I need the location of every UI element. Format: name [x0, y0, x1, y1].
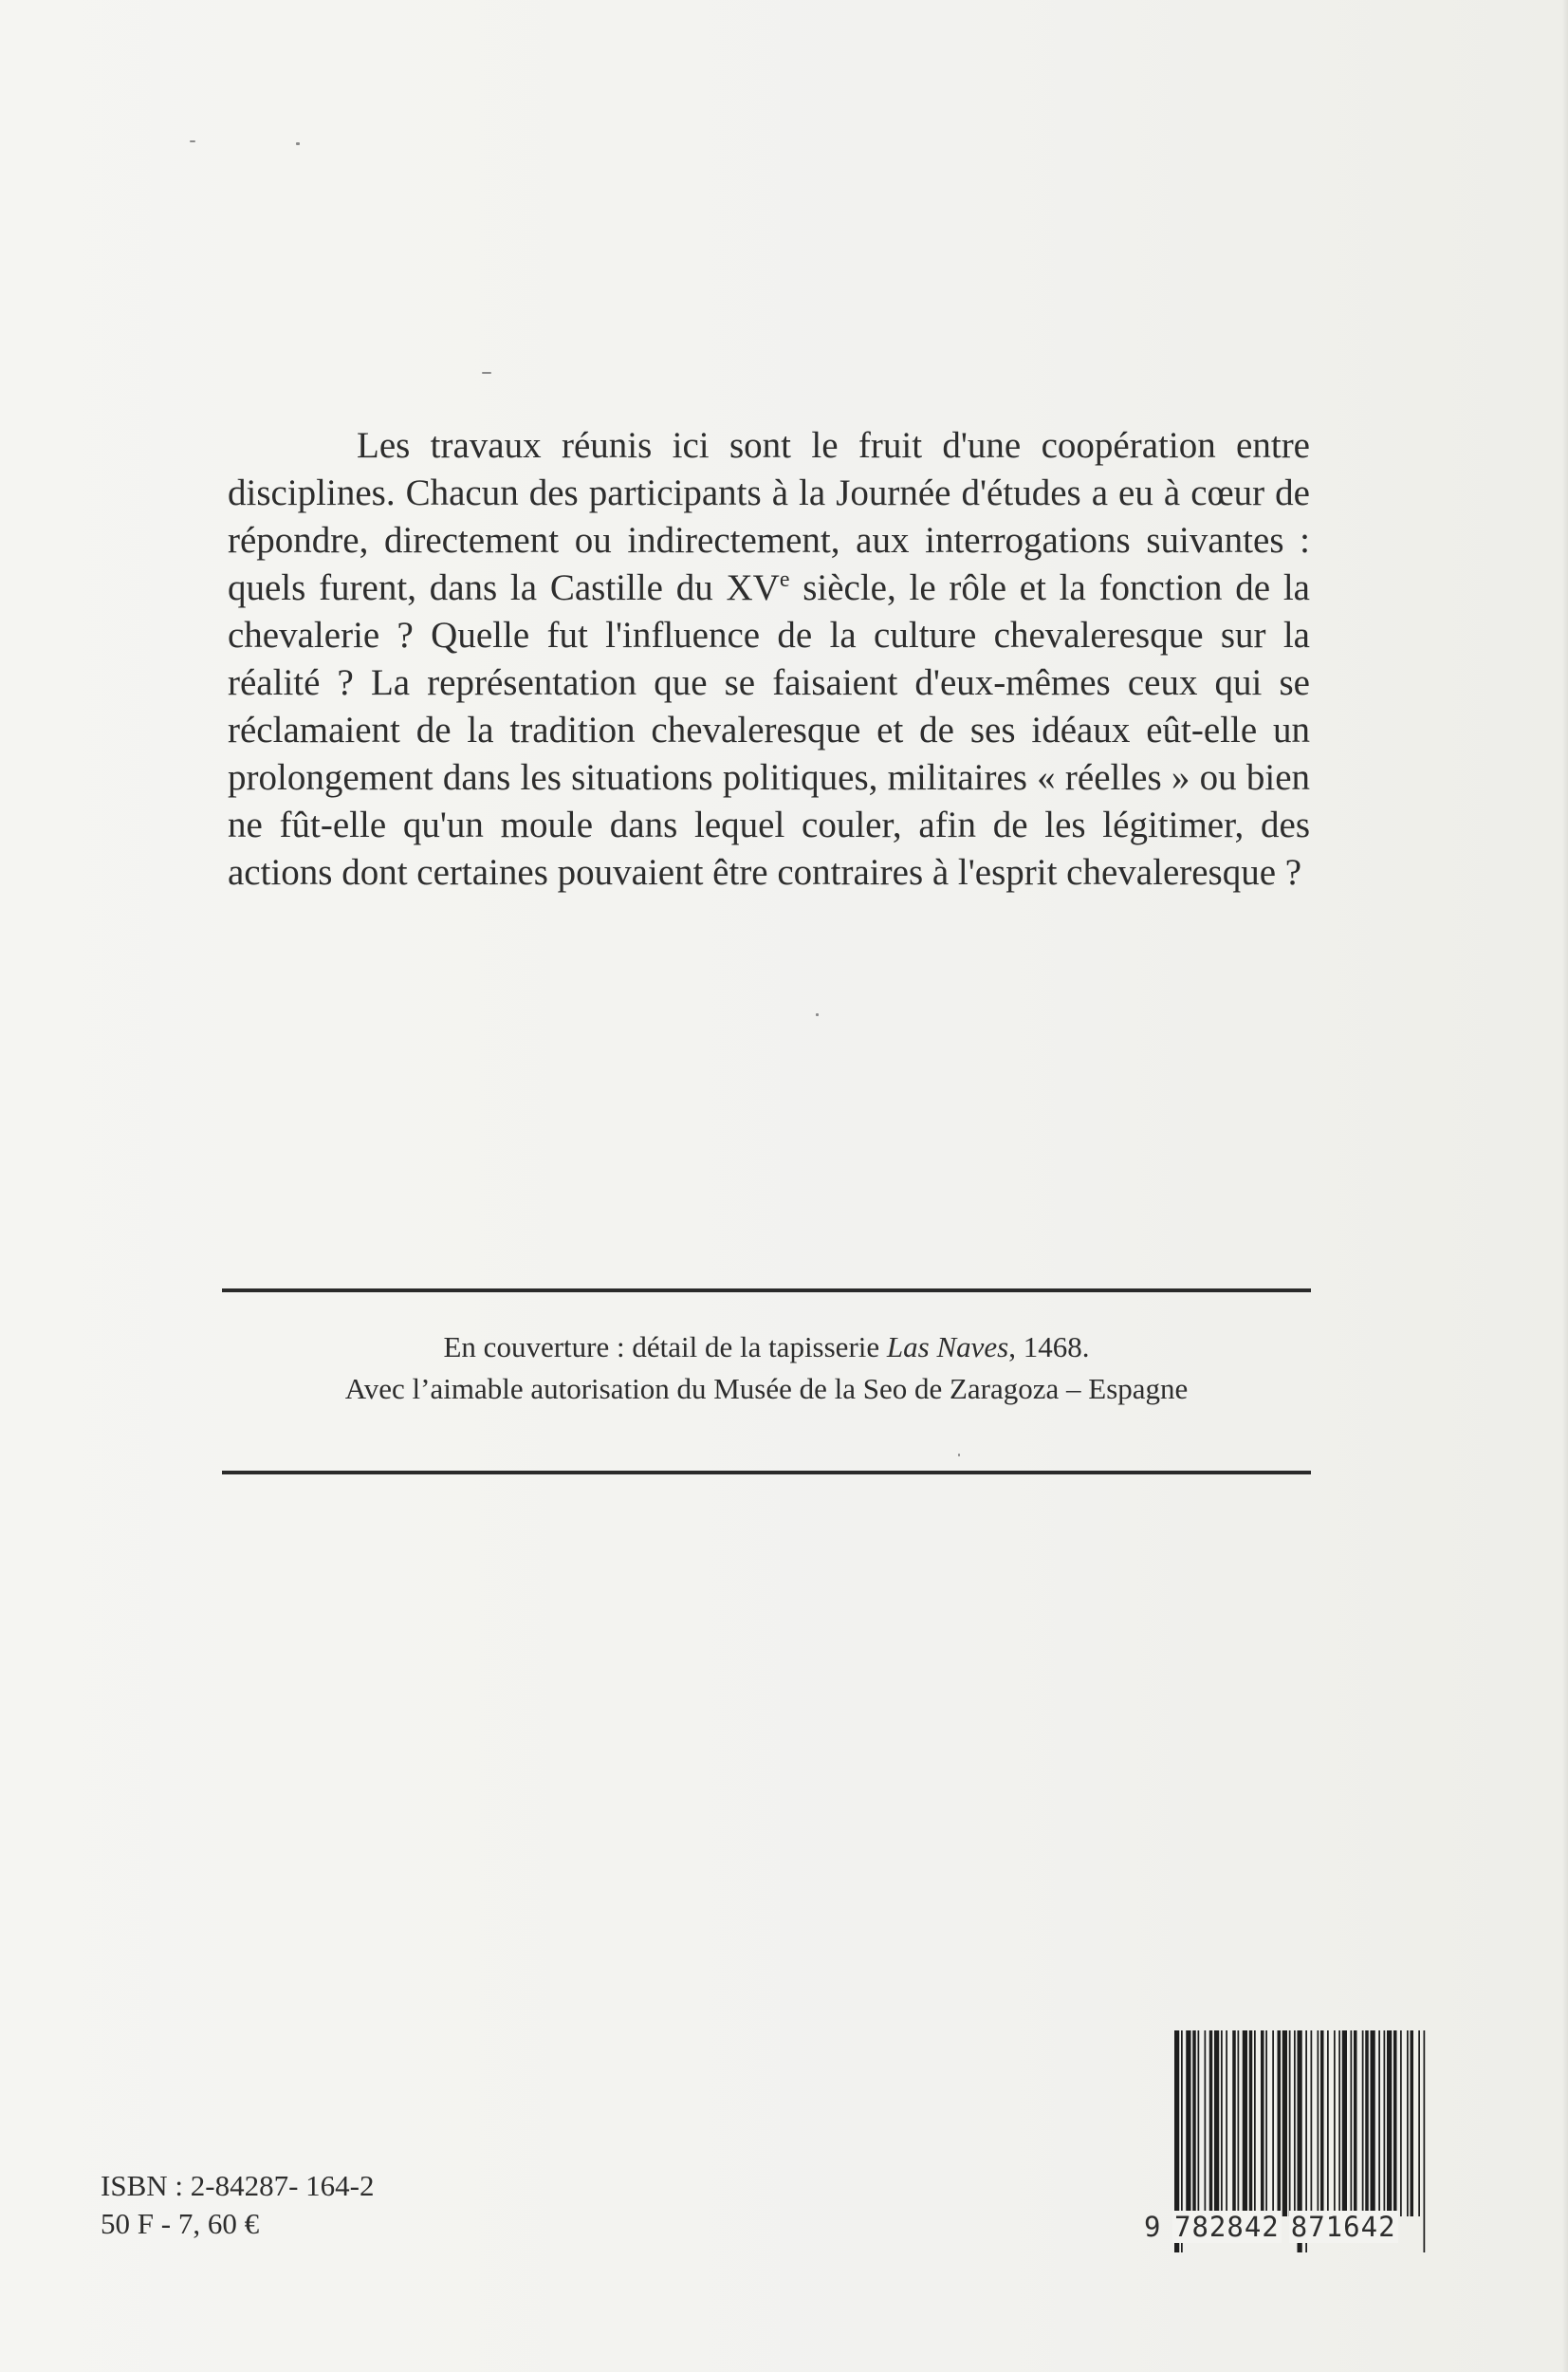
- barcode-group-left: 782842: [1174, 2211, 1280, 2243]
- barcode-bar: [1278, 2030, 1282, 2216]
- barcode-bar: [1354, 2030, 1357, 2216]
- barcode-bar: [1318, 2030, 1319, 2216]
- barcode-bar: [1400, 2030, 1402, 2216]
- barcode-bar: [1362, 2030, 1364, 2216]
- paper-speck: [958, 1454, 960, 1456]
- page-edge-shadow: [1562, 0, 1568, 2372]
- barcode-bar: [1407, 2030, 1409, 2216]
- cover-credit-date: , 1468.: [1008, 1330, 1090, 1363]
- barcode-bar: [1232, 2030, 1236, 2216]
- barcode-bar: [1338, 2030, 1340, 2216]
- barcode-bar: [1327, 2030, 1329, 2216]
- credit-rule-top: [222, 1288, 1311, 1292]
- barcode-bar: [1249, 2030, 1253, 2216]
- barcode-bar: [1226, 2030, 1227, 2216]
- barcode-bar: [1351, 2030, 1353, 2216]
- barcode-bar: [1418, 2030, 1420, 2216]
- barcode-group-right: 871642: [1290, 2211, 1396, 2243]
- paper-speck: [296, 142, 300, 145]
- barcode-bar: [1384, 2030, 1386, 2216]
- barcode-bar: [1192, 2030, 1196, 2216]
- barcode-bar: [1254, 2030, 1256, 2216]
- barcode-bar: [1411, 2030, 1414, 2216]
- barcode-bar: [1214, 2030, 1219, 2216]
- barcode-bar: [1320, 2030, 1324, 2216]
- isbn-text: ISBN : 2-84287- 164-2: [101, 2169, 375, 2202]
- cover-credit: [222, 1326, 1311, 1410]
- barcode-bar: [1265, 2030, 1267, 2216]
- isbn-price-block: [101, 2167, 374, 2243]
- cover-credit-line-1: [222, 1326, 1311, 1368]
- barcode-bar: [1205, 2030, 1207, 2216]
- barcode-bar: [1294, 2030, 1296, 2216]
- paper-speck: [482, 372, 491, 374]
- blurb-text-part1: Les travaux réunis ici sont le fruit d'une coopération entre disciplines. Chacun des participants à la Journée d'études a eu à cœur de répondre, directement ou indirectement, aux interrogations suivantes : quels furent, dans la Castille du XV: [228, 425, 1310, 608]
- barcode-bar: [1387, 2030, 1392, 2216]
- barcode-bar: [1243, 2030, 1247, 2216]
- barcode-bar: [1186, 2030, 1190, 2216]
- credit-rule-bottom: [222, 1471, 1311, 1474]
- barcode-bar: [1238, 2030, 1240, 2216]
- barcode-bar: [1378, 2030, 1380, 2216]
- barcode-bar: [1261, 2030, 1264, 2216]
- paper-speck: [816, 1013, 819, 1016]
- barcode-bar: [1209, 2030, 1213, 2216]
- barcode-bar: [1342, 2030, 1347, 2216]
- barcode-bar: [1334, 2030, 1336, 2216]
- barcode-bar: [1311, 2030, 1313, 2216]
- barcode-bar: [1371, 2030, 1375, 2216]
- barcode-bar: [1198, 2030, 1200, 2216]
- barcode-bar: [1221, 2030, 1223, 2216]
- barcode-bar: [1282, 2030, 1287, 2216]
- blurb-text-part2: siècle, le rôle et la fonction de la chevalerie ? Quelle fut l'influence de la culture chevaleresque sur la réalité ? La représentation que se faisaient d'eux-mêmes ceux qui se réclamaient de la tradition chevaleresque et de ses idéaux eût-elle un prolongement dans les situations politiques, militaires « réelles » ou bien ne fût-elle qu'un moule dans lequel couler, afin de les légitimer, des actions dont certaines pouvaient être contraires à l'esprit chevaleresque ?: [228, 567, 1310, 893]
- tapestry-title: Las Naves: [886, 1330, 1009, 1363]
- barcode-bar: [1393, 2030, 1397, 2216]
- barcode-lead-digit: 9: [1144, 2211, 1161, 2243]
- cover-credit-line-2: Avec l’aimable autorisation du Musée de la Seo de Zaragoza – Espagne: [344, 1372, 1189, 1405]
- blurb-superscript: e: [779, 567, 790, 592]
- barcode-bar: [1365, 2030, 1369, 2216]
- barcode-bar: [1289, 2030, 1291, 2216]
- barcode-bar: [1272, 2030, 1274, 2216]
- barcode-number: [1144, 2211, 1434, 2243]
- paper-speck: [190, 140, 195, 142]
- blurb-paragraph: [228, 422, 1310, 897]
- price-text: 50 F - 7, 60 €: [101, 2207, 260, 2240]
- back-cover-blurb: [228, 422, 1310, 897]
- cover-credit-prefix: En couverture : détail de la tapisserie: [443, 1330, 887, 1363]
